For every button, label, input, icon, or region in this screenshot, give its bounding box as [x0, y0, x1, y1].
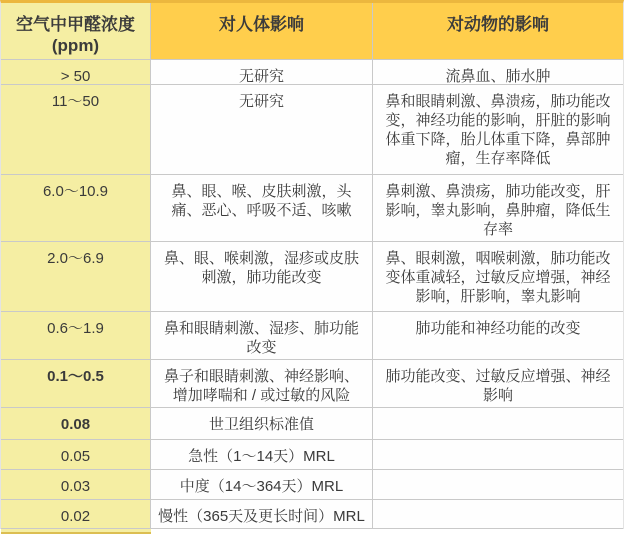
human-effect-cell: 鼻子和眼睛刺激、神经影响、增加哮喘和 / 或过敏的风险 [151, 360, 373, 408]
concentration-cell: 0.08 [1, 408, 151, 440]
human-effect-cell: 鼻、眼、喉刺激，湿疹或皮肤刺激，肺功能改变 [151, 242, 373, 312]
header-concentration-unit: (ppm) [51, 36, 100, 55]
human-effect-cell: 世卫组织标准值 [151, 408, 373, 440]
header-animal-effects: 对动物的影响 [373, 3, 623, 60]
header-human-effects: 对人体影响 [151, 3, 373, 60]
human-effect-cell: 无研究 [151, 60, 373, 85]
animal-effect-cell: 鼻和眼睛刺激、鼻溃疡，肺功能改变，神经功能的影响，肝脏的影响体重下降，胎儿体重下降，鼻部肿瘤，生存率降低 [373, 85, 623, 175]
concentration-cell: 0.05 [1, 440, 151, 470]
animal-effect-cell: 流鼻血、肺水肿 [373, 60, 623, 85]
header-concentration [1, 3, 151, 60]
concentration-cell: 0.6～1.9 [1, 312, 151, 360]
concentration-cell: 2.0～6.9 [1, 242, 151, 312]
human-effect-cell: 鼻和眼睛刺激、湿疹、肺功能改变 [151, 312, 373, 360]
concentration-cell: 0.1～0.5 [1, 360, 151, 408]
concentration-cell: 11～50 [1, 85, 151, 175]
animal-effect-cell: 鼻刺激、鼻溃疡，肺功能改变，肝影响，睾丸影响，鼻肿瘤，降低生存率 [373, 175, 623, 242]
human-effect-cell: 中度（14～364天）MRL [151, 470, 373, 500]
human-effect-cell: 慢性（365天及更长时间）MRL [151, 500, 373, 529]
human-effect-cell: 急性（1～14天）MRL [151, 440, 373, 470]
animal-effect-cell [373, 440, 623, 470]
animal-effect-cell: 鼻、眼刺激，咽喉刺激，肺功能改变体重减轻，过敏反应增强，神经影响，肝影响，睾丸影响 [373, 242, 623, 312]
table-bottom-edge [0, 529, 624, 538]
header-concentration-title: 空气中甲醛浓度 [16, 15, 135, 34]
animal-effect-cell: 肺功能改变、过敏反应增强、神经影响 [373, 360, 623, 408]
animal-effect-cell: 肺功能和神经功能的改变 [373, 312, 623, 360]
concentration-cell: 0.02 [1, 500, 151, 529]
animal-effect-cell [373, 408, 623, 440]
table-bottom-edge-accent [1, 529, 151, 534]
human-effect-cell: 无研究 [151, 85, 373, 175]
human-effect-cell: 鼻、眼、喉、皮肤刺激，头痛、恶心、呼吸不适、咳嗽 [151, 175, 373, 242]
animal-effect-cell [373, 470, 623, 500]
animal-effect-cell [373, 500, 623, 529]
concentration-cell: 6.0～10.9 [1, 175, 151, 242]
concentration-cell: > 50 [1, 60, 151, 85]
concentration-cell: 0.03 [1, 470, 151, 500]
